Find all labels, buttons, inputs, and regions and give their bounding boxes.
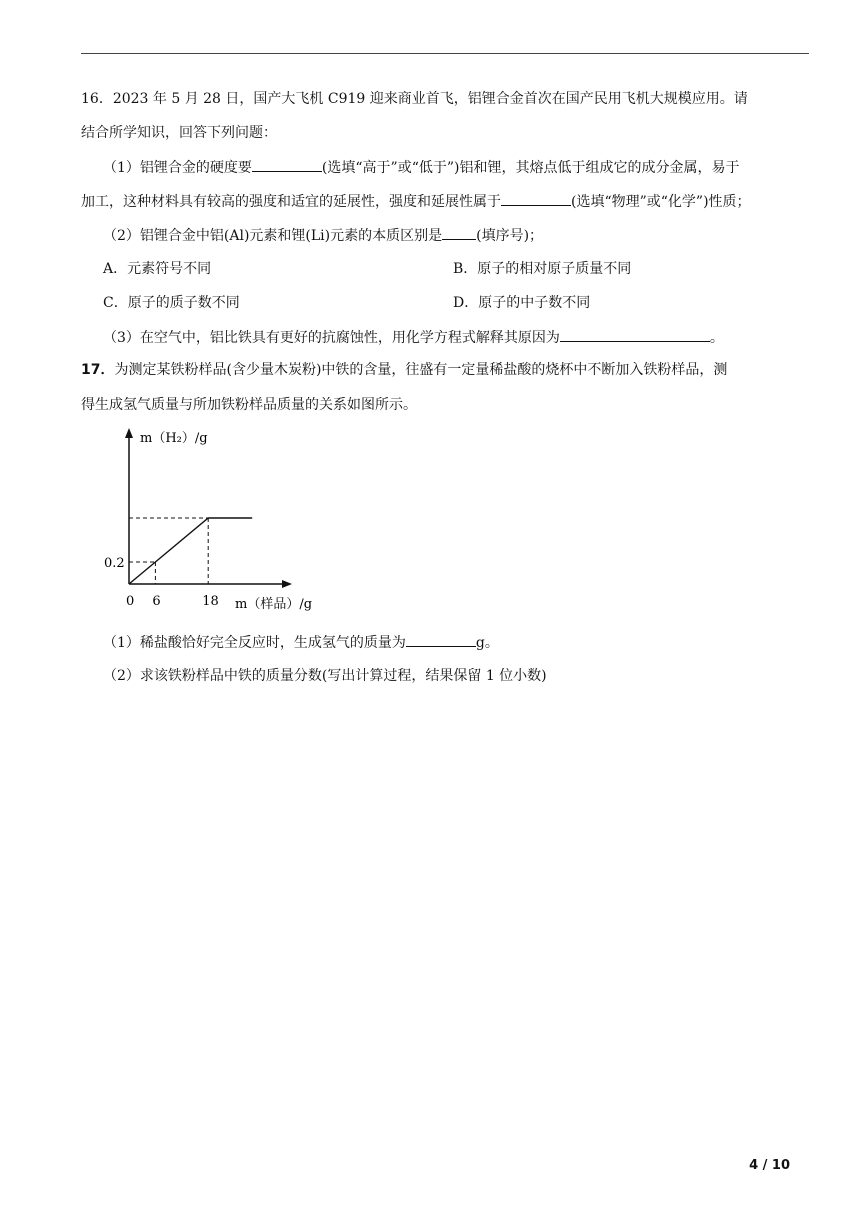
top-rule	[81, 53, 809, 54]
q16-part1-text-a: （1）铝锂合金的硬度要	[103, 160, 252, 176]
q16-part3-text: （3）在空气中，铝比铁具有更好的抗腐蚀性，用化学方程式解释其原因为	[103, 330, 560, 346]
page-number: 4 / 10	[749, 1158, 790, 1173]
q17-part2: （2）求该铁粉样品中铁的质量分数(写出计算过程，结果保留 1 位小数)	[103, 668, 547, 684]
q16-part1-text-d: (选填“物理”或“化学”)性质；	[571, 194, 751, 210]
q16-part3	[103, 327, 724, 348]
q16-part1-text-c: 加工，这种材料具有较高的强度和适宜的延展性，强度和延展性属于	[81, 194, 501, 210]
q16-part3-end: 。	[709, 330, 724, 346]
x-axis-arrow	[282, 580, 292, 588]
q16-part1-text-b: (选填“高于”或“低于”)铝和锂，其熔点低于组成它的成分金属，易于	[321, 160, 740, 176]
q16-part1-line1	[103, 157, 739, 178]
q17-part1	[103, 632, 499, 653]
q17-stem-line2: 得生成氢气质量与所加铁粉样品质量的关系如图所示。	[81, 397, 417, 413]
y-axis-label: m（H₂）/g	[140, 431, 208, 446]
answer-blank-hardness[interactable]	[252, 157, 322, 172]
q17-stem-line1	[81, 360, 727, 380]
q17-stem-text: 为测定某铁粉样品(含少量木炭粉)中铁的含量，往盛有一定量稀盐酸的烧杯中不断加入铁粉样品，测	[114, 362, 728, 378]
answer-blank-property[interactable]	[501, 191, 571, 206]
answer-blank-hydrogen-mass[interactable]	[406, 632, 476, 647]
q17-part1-text: （1）稀盐酸恰好完全反应时，生成氢气的质量为	[103, 635, 406, 651]
series-line-1	[129, 518, 252, 584]
option-b[interactable]: B．原子的相对原子质量不同	[453, 261, 632, 277]
q16-part2-text: （2）铝锂合金中铝(Al)元素和锂(Li)元素的本质区别是	[103, 228, 443, 244]
q16-part2	[103, 225, 543, 246]
q17-number: 17．	[81, 362, 115, 378]
y-tick-label-0.2: 0.2	[104, 556, 125, 571]
answer-blank-equation[interactable]	[560, 327, 710, 342]
y-axis-arrow	[125, 428, 133, 438]
x-axis-label: m（样品）/g	[235, 597, 313, 612]
q16-stem-line1: 16．2023 年 5 月 28 日，国产大飞机 C919 迎来商业首飞，铝锂合金首次在国产民用飞机大规模应用。请	[81, 91, 748, 107]
answer-blank-choice[interactable]	[442, 225, 476, 240]
hydrogen-mass-chart	[96, 420, 336, 620]
option-d[interactable]: D．原子的中子数不同	[453, 295, 591, 311]
q16-part2-end: (填序号)；	[476, 228, 544, 244]
q16-part1-line2	[81, 191, 751, 212]
x-tick-label-6: 6	[152, 594, 161, 609]
q16-stem-line2: 结合所学知识，回答下列问题：	[81, 125, 277, 141]
q17-part1-end: g。	[475, 635, 499, 651]
option-c[interactable]: C．原子的质子数不同	[103, 295, 240, 311]
x-tick-label-0: 0	[126, 594, 135, 609]
option-a[interactable]: A．元素符号不同	[103, 261, 212, 277]
x-tick-label-18: 18	[202, 594, 219, 609]
